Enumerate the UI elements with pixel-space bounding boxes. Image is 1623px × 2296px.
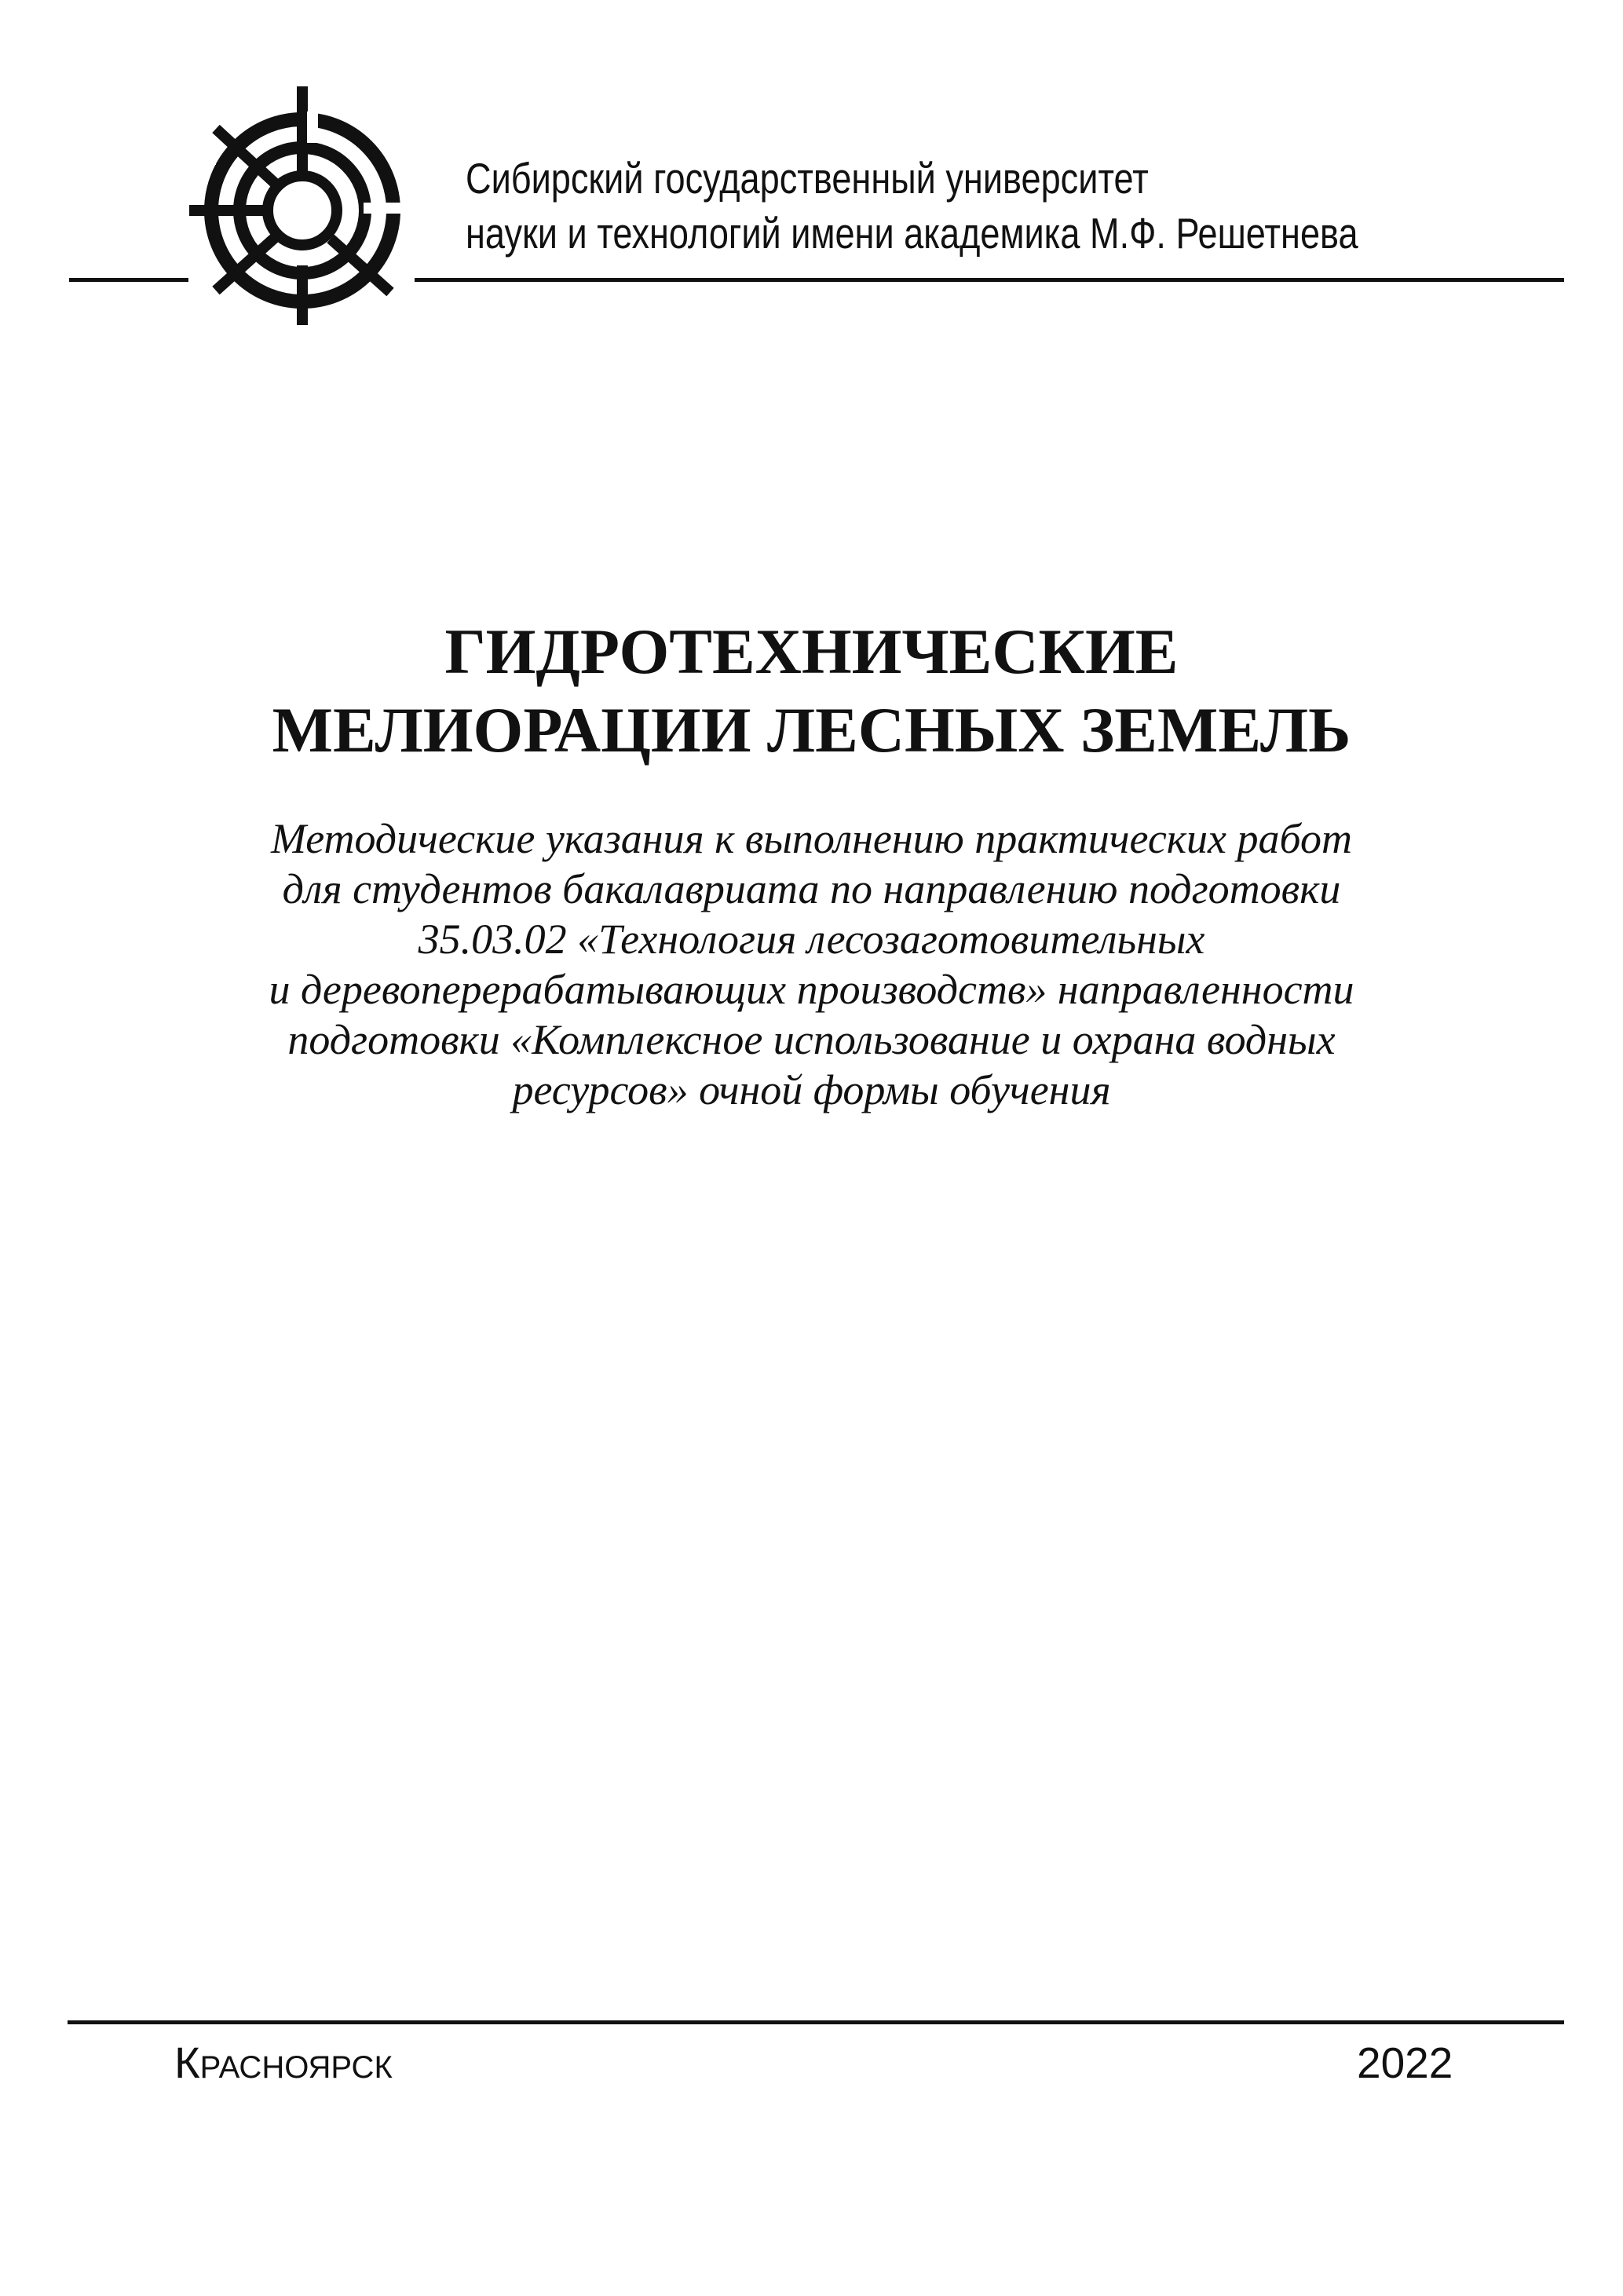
title-line-1: ГИДРОТЕХНИЧЕСКИЕ (444, 616, 1179, 687)
document-subtitle (0, 813, 1623, 1115)
university-emblem-icon (185, 85, 404, 328)
university-name (466, 151, 1358, 261)
subtitle-line-6: ресурсов» очной формы обучения (512, 1066, 1111, 1113)
subtitle-line-3: 35.03.02 «Технология лесозаготовительных (418, 916, 1205, 963)
header-divider-left (69, 278, 188, 282)
city-rest: РАСНОЯРСК (199, 2050, 393, 2085)
title-line-2: МЕЛИОРАЦИИ ЛЕСНЫХ ЗЕМЕЛЬ (272, 694, 1351, 766)
subtitle-line-2: для студентов бакалавриата по направлению подготовки (282, 865, 1341, 912)
university-name-line-1: Сибирский государственный университет (466, 154, 1149, 203)
publication-city (174, 2035, 393, 2095)
footer-divider (68, 2020, 1564, 2024)
publication-year: 2022 (1357, 2038, 1453, 2087)
subtitle-line-5: подготовки «Комплексное использование и охрана водных (287, 1016, 1336, 1063)
city-initial: К (174, 2038, 200, 2087)
header-divider-right (415, 278, 1564, 282)
subtitle-line-1: Методические указания к выполнению практических работ (271, 815, 1352, 862)
university-name-line-2: науки и технологий имени академика М.Ф. Решетнева (466, 209, 1358, 258)
document-title (0, 612, 1623, 770)
subtitle-line-4: и деревоперерабатывающих производств» направленности (269, 966, 1354, 1013)
